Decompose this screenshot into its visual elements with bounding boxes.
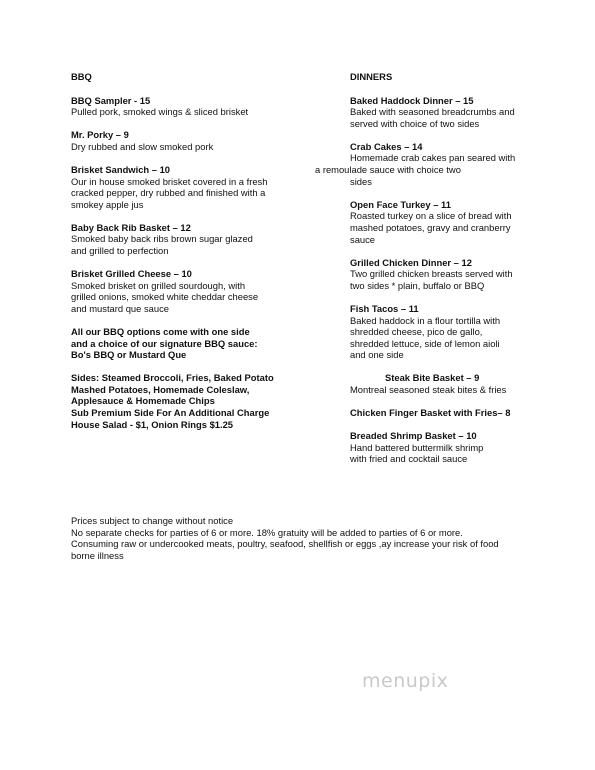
menu-item (350, 372, 590, 395)
item-description: Smoked brisket on grilled sourdough, with grilled onions, smoked white cheddar cheese and mustard que sauce (71, 279, 259, 314)
item-description: Baked with seasoned breadcrumbs and served with choice of two sides (350, 106, 515, 129)
menu-item (350, 199, 590, 245)
bbq-heading: BBQ (71, 71, 92, 82)
menu-item (71, 268, 321, 314)
dinners-column (315, 71, 590, 476)
fine-print-notes: Prices subject to change without notice No separate checks for parties of 6 or more. 18% gratuity will be added to parties of 6 or more. Consuming raw or undercooked meats, poultry, seafood, shellfish or eggs ,ay increase your risk of food borne illness (71, 515, 499, 561)
item-title: Open Face Turkey – 11 (350, 198, 451, 210)
item-description: Hand battered buttermilk shrimp with fried and cocktail sauce (350, 441, 484, 465)
menu-item (71, 222, 321, 257)
item-title: Grilled Chicken Dinner – 12 (350, 256, 472, 268)
menu-item (350, 95, 590, 130)
dinners-heading: DINNERS (350, 71, 393, 82)
item-title: Breaded Shrimp Basket – 10 (350, 430, 477, 442)
item-title: Brisket Sandwich – 10 (71, 163, 171, 175)
sides-list: Sides: Steamed Broccoli, Fries, Baked Potato Mashed Potatoes, Homemade Coleslaw, Applesauce & Homemade Chips Sub Premium Side For An Additional Charge House Salad - $1, Onion Rings $1.25 (71, 372, 274, 430)
item-title: Baby Back Rib Basket – 12 (71, 221, 191, 233)
item-title: Fish Tacos – 11 (350, 302, 419, 314)
item-title: Chicken Finger Basket with Fries– 8 (350, 407, 511, 419)
item-description: Homemade crab cakes pan seared with (350, 152, 516, 164)
menu-item (71, 129, 321, 152)
item-description: a remoulade sauce with choice two (315, 164, 461, 176)
item-description: Two grilled chicken breasts served with two sides * plain, buffalo or BBQ (350, 268, 513, 291)
item-description: Baked haddock in a flour tortilla with shredded cheese, pico de gallo, shredded lettuce, side of lemon aioli and one side (350, 314, 501, 361)
item-title: Baked Haddock Dinner – 15 (350, 94, 474, 106)
item-description: Dry rubbed and slow smoked pork (71, 140, 214, 152)
item-description: Montreal seasoned steak bites & fries (350, 383, 507, 395)
item-description: Roasted turkey on a slice of bread with mashed potatoes, gravy and cranberry sauce (350, 210, 512, 245)
menu-item (350, 430, 590, 465)
item-title: Mr. Porky – 9 (71, 129, 129, 141)
menu-item (71, 164, 321, 210)
item-description: Pulled pork, smoked wings & sliced brisket (71, 106, 249, 118)
item-title: BBQ Sampler - 15 (71, 94, 151, 106)
menu-item (315, 140, 590, 187)
item-description: Smoked baby back ribs brown sugar glazed and grilled to perfection (71, 233, 253, 257)
menu-item (350, 407, 590, 419)
bbq-sauce-note: All our BBQ options come with one side and a choice of our signature BBQ sauce: Bo's BBQ or Mustard Que (71, 326, 258, 361)
bbq-column (71, 71, 321, 442)
item-title: Brisket Grilled Cheese – 10 (71, 268, 192, 280)
item-description: sides (350, 175, 372, 187)
item-title: Crab Cakes – 14 (350, 140, 423, 152)
item-title: Steak Bite Basket – 9 (385, 372, 480, 384)
menu-item (350, 257, 590, 292)
menupix-watermark: menupix (362, 670, 449, 692)
menu-item (71, 95, 321, 118)
menu-item (350, 303, 590, 361)
item-description: Our in house smoked brisket covered in a fresh cracked pepper, dry rubbed and finished with a smokey apple jus (71, 175, 268, 210)
